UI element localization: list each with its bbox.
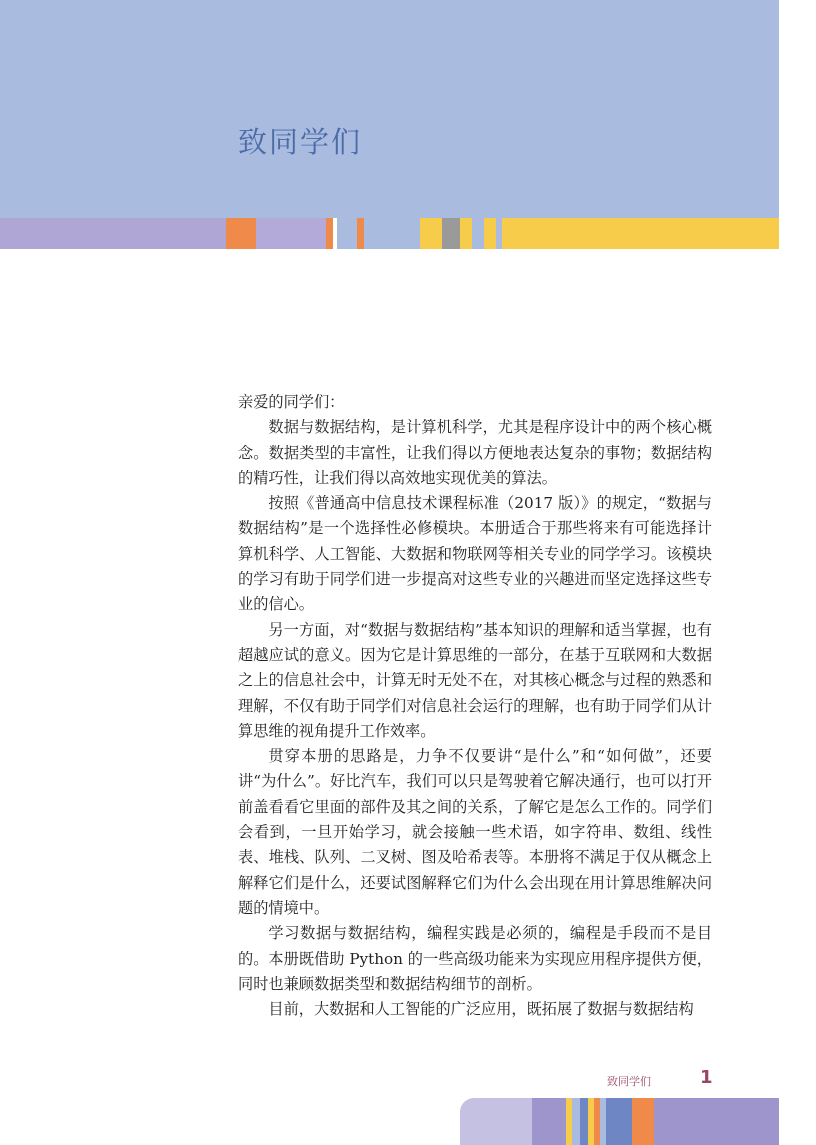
strip-segment	[442, 218, 460, 249]
footer-running-title: 致同学们	[607, 1075, 651, 1088]
strip-segment	[326, 218, 333, 249]
paragraph: 数据与数据结构，是计算机科学，尤其是程序设计中的两个核心概念。数据类型的丰富性，让我们得以方便地表达复杂的事物；数据结构的精巧性，让我们得以高效地实现优美的算法。	[238, 418, 712, 487]
strip-segment	[364, 218, 420, 249]
letter-body	[238, 390, 712, 1022]
page-number: 1	[700, 1067, 713, 1088]
strip-segment	[484, 218, 496, 249]
strip-segment	[502, 218, 779, 249]
strip-segment	[0, 218, 226, 249]
salutation: 亲爱的同学们：	[238, 393, 345, 411]
paragraph: 按照《普通高中信息技术课程标准（2017 版）》的规定，“数据与数据结构”是一个选择性必修模块。本册适合于那些将来有可能选择计算机科学、人工智能、大数据和物联网等相关专业的同学学习。该模块的学习有助于同学们进一步提高对这些专业的兴趣进而坚定选择这些专业的信心。	[238, 494, 712, 614]
strip-segment	[472, 218, 484, 249]
page-title: 致同学们	[238, 125, 363, 159]
header-band	[0, 0, 779, 218]
strip-segment	[226, 218, 256, 249]
footer-strip-segment	[572, 1098, 580, 1145]
paragraph: 学习数据与数据结构，编程实践是必须的，编程是手段而不是目的。本册既借助 Python 的一些高级功能来为实现应用程序提供方便，同时也兼顾数据类型和数据结构细节的剖析。	[238, 924, 712, 993]
paragraph: 另一方面，对“数据与数据结构”基本知识的理解和适当掌握，也有超越应试的意义。因为它是计算思维的一部分，在基于互联网和大数据之上的信息社会中，计算无时无处不在，对其核心概念与过程的熟悉和理解，不仅有助于同学们对信息社会运行的理解，也有助于同学们从计算思维的视角提升工作效率。	[238, 620, 712, 740]
footer-strip-segment	[606, 1098, 632, 1145]
footer-strip-segment	[460, 1098, 532, 1145]
footer-strip-segment	[532, 1098, 566, 1145]
footer-strip-segment	[654, 1098, 779, 1145]
footer-strip-segment	[580, 1098, 588, 1145]
strip-segment	[357, 218, 364, 249]
paragraph: 贯穿本册的思路是，力争不仅要讲“是什么”和“如何做”，还要讲“为什么”。好比汽车，我们可以只是驾驶着它解决通行，也可以打开前盖看看它里面的部件及其之间的关系，了解它是怎么工作的。同学们会看到，一旦开始学习，就会接触一些术语，如字符串、数组、线性表、堆栈、队列、二叉树、图及哈希表等。本册将不满足于仅从概念上解释它们是什么，还要试图解释它们为什么会出现在用计算思维解决问题的情境中。	[238, 747, 712, 917]
footer-strip-segment	[632, 1098, 654, 1145]
paragraph: 目前，大数据和人工智能的广泛应用，既拓展了数据与数据结构	[268, 1000, 694, 1019]
strip-segment	[460, 218, 472, 249]
strip-segment	[256, 218, 326, 249]
strip-segment	[337, 218, 357, 249]
strip-segment	[420, 218, 442, 249]
